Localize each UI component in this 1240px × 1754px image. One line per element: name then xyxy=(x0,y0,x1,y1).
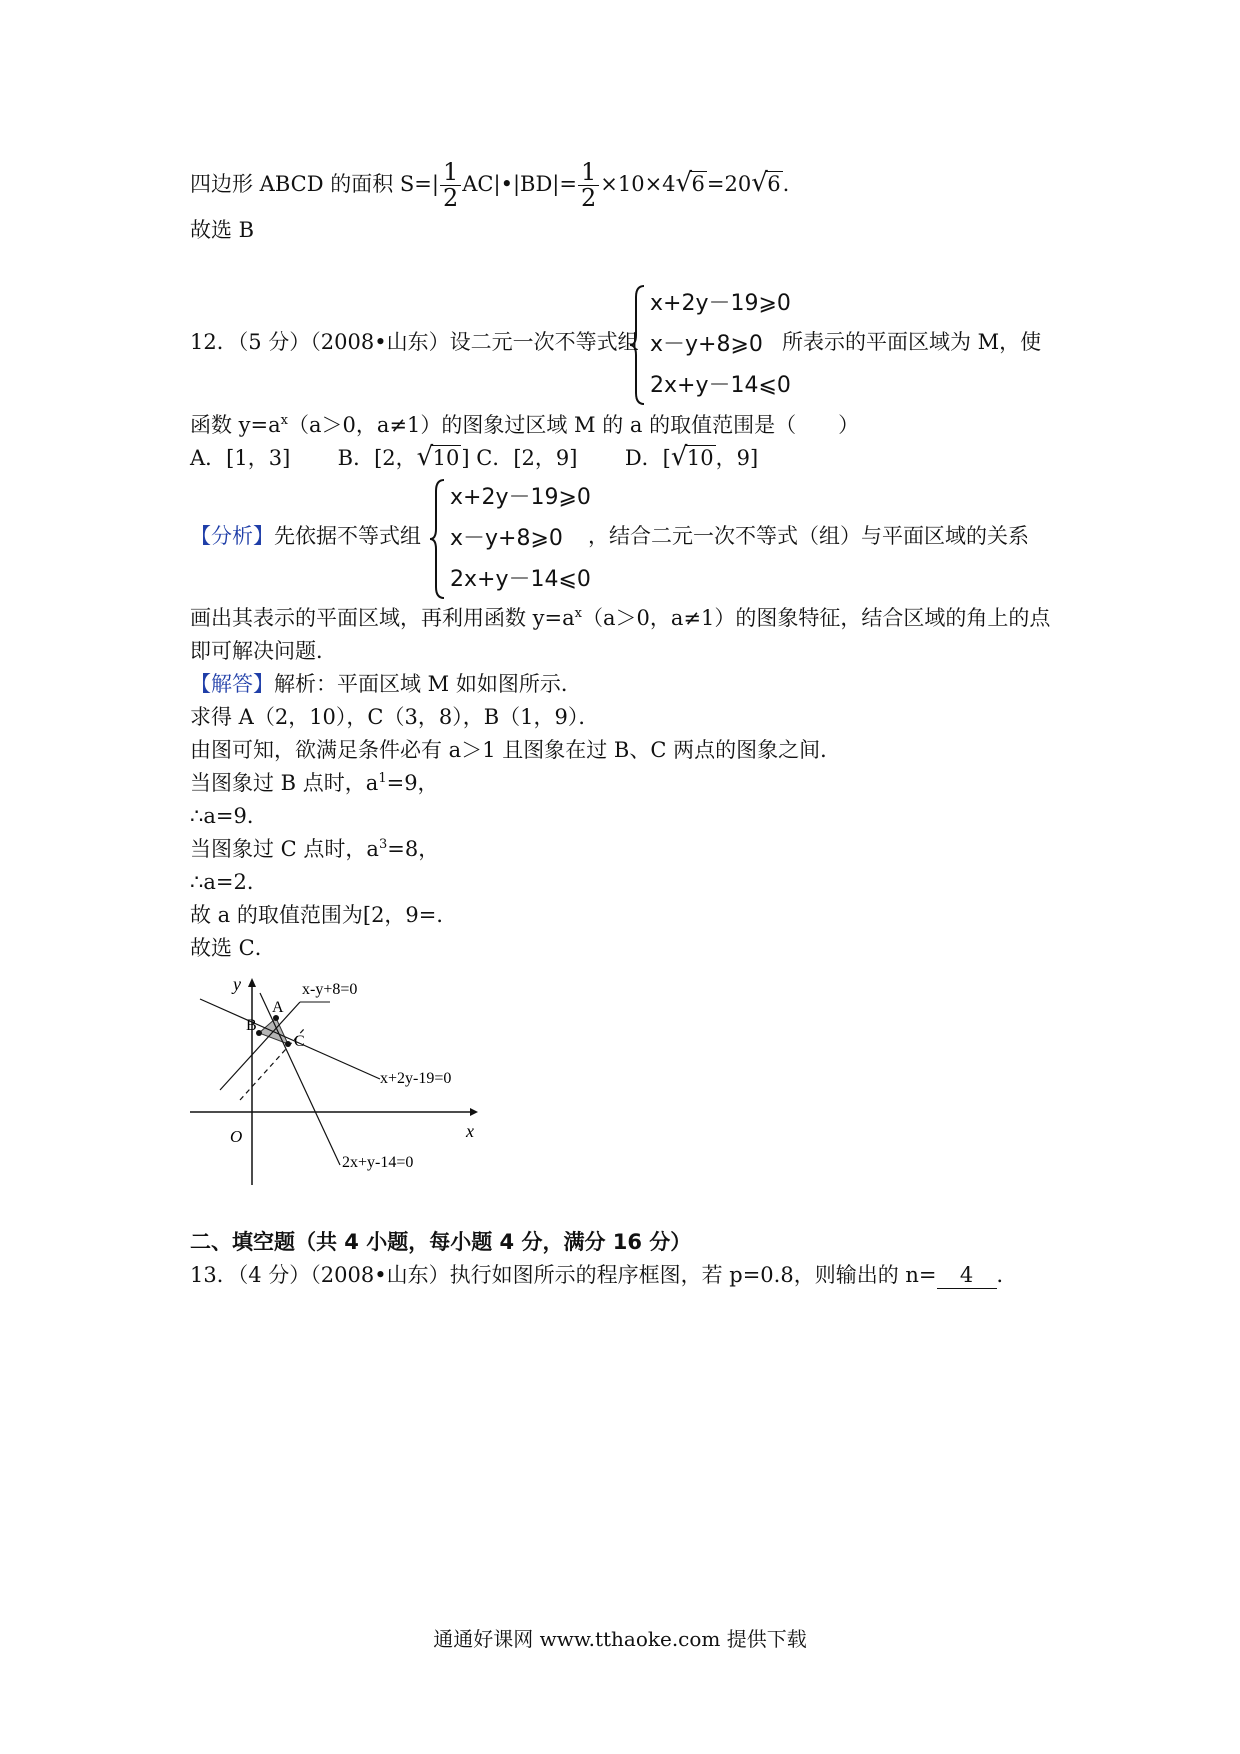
q13-answer-blank: 4 xyxy=(937,1263,997,1289)
option-a: A．[1，3] xyxy=(190,446,291,470)
line-2x-y-14 xyxy=(260,993,340,1165)
solution-tag: 【解答】 xyxy=(190,672,274,696)
label-line1: x-y+8=0 xyxy=(302,981,358,998)
solution-line9: 故选 C． xyxy=(190,936,276,960)
product-text: ×10×4 xyxy=(600,172,676,197)
area-formula-line: 四边形 ABCD 的面积 S=| $\frac{1}{2}$ AC|•|BD|= $\frac{1}{2}$ ×10×4√ 6=20√ 6. xyxy=(190,160,789,211)
x-axis-arrow-icon xyxy=(470,1108,478,1116)
ac-bd-text: AC|•|BD|= xyxy=(462,172,577,197)
option-d: D．[√ 10，9] xyxy=(625,446,758,470)
analysis-tag: 【分析】 xyxy=(190,524,274,548)
origin-label: O xyxy=(230,1127,243,1146)
analysis-line3: 即可解决问题． xyxy=(190,639,337,663)
option-b: B．[2，√ 10] C．[2，9] xyxy=(338,446,578,470)
analysis-text2: ，结合二元一次不等式（组）与平面区域的关系 xyxy=(588,524,1029,548)
solution-line7: ∴a=2． xyxy=(190,870,268,894)
q12-prefix: 12．（5 分）（2008•山东）设二元一次不等式组 xyxy=(190,330,639,354)
eq-20: =20 xyxy=(706,172,752,197)
solution-line3: 由图可知，欲满足条件必有 a＞1 且图象在过 B、C 两点的图象之间． xyxy=(190,738,842,762)
solution-line6: 当图象过 C 点时，$a^3=8$， xyxy=(190,837,440,861)
sqrt-6-b: √ 6 xyxy=(751,172,782,197)
label-line2: x+2y-19=0 xyxy=(380,1070,452,1087)
q13-line: 13．（4 分）（2008•山东）执行如图所示的程序框图，若 p=0.8，则输出的 n= 4 ． xyxy=(190,1263,1018,1289)
region-graph xyxy=(190,975,490,1195)
page-footer: 通通好课网 www.tthaoke.com 提供下载 xyxy=(433,1627,807,1651)
solution-line2: 求得 A（2，10），C（3，8），B（1，9）． xyxy=(190,705,600,729)
x-label: x xyxy=(466,1121,474,1141)
area-prefix: 四边形 ABCD 的面积 S=| xyxy=(190,172,439,197)
solution-line8: 故 a 的取值范围为[2，9=． xyxy=(190,903,458,927)
label-c: C xyxy=(294,1033,305,1050)
label-b: B xyxy=(246,1017,257,1034)
y-axis-arrow-icon xyxy=(248,978,256,987)
sqrt-6: √ 6 xyxy=(676,172,707,197)
choice-b: 故选 B xyxy=(190,218,255,242)
line-x-2y-19 xyxy=(200,999,380,1079)
point-c xyxy=(285,1041,291,1047)
brace-icon xyxy=(428,477,448,602)
analysis-line1: 【分析】先依据不等式组 xyxy=(190,524,421,548)
analysis-inequality-system xyxy=(428,477,591,602)
solution-line1: 【解答】解析：平面区域 M 如如图所示． xyxy=(190,672,582,696)
section2-heading: 二、填空题（共 4 小题，每小题 4 分，满分 16 分） xyxy=(190,1230,692,1254)
system-equations: x+2y－19⩾0 x－y+8⩾0 2x+y－14⩽0 xyxy=(650,291,791,398)
system-equations: x+2y－19⩾0 x－y+8⩾0 2x+y－14⩽0 xyxy=(450,485,591,592)
q12-line2: 函数 $y=a^x(a>0$，a≠1）的图象过区域 M 的 a 的取值范围是（ ） xyxy=(190,413,860,437)
point-b xyxy=(256,1030,262,1036)
solution-line4: 当图象过 B 点时，$a^1=9$， xyxy=(190,771,439,795)
label-a: A xyxy=(272,999,284,1016)
half-fraction-2: $\frac{1}{2}$ xyxy=(578,160,599,211)
half-fraction: $\frac{1}{2}$ xyxy=(440,160,461,211)
q12-options xyxy=(190,446,758,471)
label-line3: 2x+y-14=0 xyxy=(342,1154,414,1171)
solution-line5: ∴a=9． xyxy=(190,804,268,828)
brace-icon xyxy=(628,283,648,408)
q12-after: 所表示的平面区域为 M，使 xyxy=(782,330,1042,354)
analysis-line2: 画出其表示的平面区域，再利用函数 $y=a^x(a>0$，a≠1）的图象特征，结合区域的角上的点 xyxy=(190,606,1051,630)
y-label: y xyxy=(233,975,241,994)
